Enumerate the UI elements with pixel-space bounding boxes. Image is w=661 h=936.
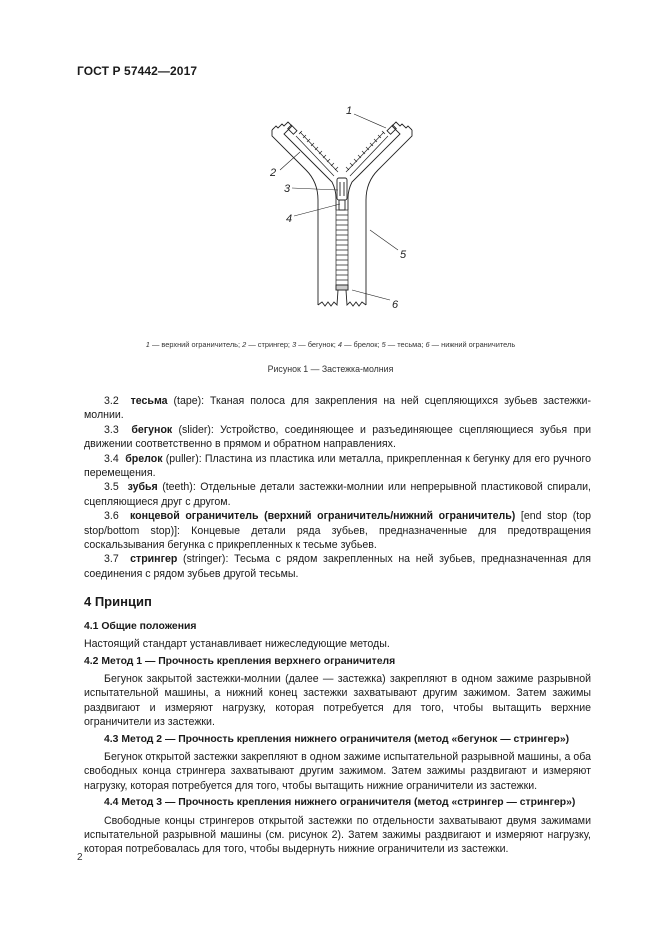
- document-header: ГОСТ Р 57442—2017: [77, 64, 198, 78]
- figure-caption: Рисунок 1 — Застежка-молния: [267, 364, 394, 374]
- document-body: [84, 394, 591, 857]
- figure-label-6: 6: [392, 299, 399, 311]
- definition-3-3: 3.3 бегунок (slider): Устройство, соединяющее и разъединяющее сцепляющиеся зубья при движении соответственно в прямом и обратном направлениях.: [84, 423, 591, 451]
- definition-3-6: 3.6 концевой ограничитель (верхний ограничитель/нижний ограничитель) [end stop (top stop/bottom stop)]: Концевые детали ряда зубьев, предназначенные для предотвращения соскальзывания бегунка с прикрепленных к тесьме зубьев.: [84, 510, 592, 552]
- section-4-4-heading: 4.4 Метод 3 — Прочность крепления нижнего ограничителя (метод «стрингер — стрингер»): [104, 797, 576, 809]
- zipper-diagram: [262, 100, 422, 315]
- page-number: 2: [77, 852, 83, 863]
- figure-label-3: 3: [284, 183, 291, 195]
- definition-3-4: 3.4 брелок (puller): Пластина из пластика или металла, прикрепленная к бегунку для его ручного перемещения.: [84, 452, 591, 480]
- figure-label-2: 2: [270, 167, 277, 179]
- section-4-2-heading: 4.2 Метод 1 — Прочность крепления верхнего ограничителя: [84, 655, 396, 667]
- definition-3-7: 3.7 стрингер (stringer): Тесьма с рядом закрепленных на ней зубьев, предназначенная для соединения с рядом зубьев другой тесьмы.: [84, 553, 591, 580]
- section-4-1-heading: 4.1 Общие положения: [84, 620, 197, 632]
- section-4-4-text: Свободные концы стрингеров открытой застежки по отдельности захватывают двумя зажимами испытательной разрывной машины (см. рисунок 2). Затем зажимы раздвигают и измеряют нагрузку, которая потребовалась для того, чтобы выдернуть нижние ограничители из застежки.: [84, 814, 591, 856]
- definition-3-5: 3.5 зубья (teeth): Отдельные детали застежки-молнии или непрерывной пластиковой спирали, сцепляющиеся друг с другом.: [84, 481, 591, 508]
- definition-3-2: 3.2 тесьма (tape): Тканая полоса для закрепления на ней сцепляющихся зубьев застежки-молнии.: [84, 395, 591, 422]
- figure-label-4: 4: [286, 213, 293, 225]
- figure-label-5: 5: [400, 249, 407, 261]
- figure-label-1: 1: [346, 105, 353, 117]
- section-4-heading: 4 Принцип: [84, 594, 152, 610]
- section-4-3-text: Бегунок открытой застежки закрепляют в одном зажиме испытательной разрывной машины, а оба свободных конца стрингера захватывают другим зажимом. Затем зажимы раздвигают и измеряют нагрузку, которая потребуется для того, чтобы вытащить нижние ограничители из застежки.: [84, 750, 591, 792]
- section-4-1-text: Настоящий стандарт устанавливает нижеследующие методы.: [84, 638, 390, 651]
- section-4-2-text: Бегунок закрытой застежки-молнии (далее — застежка) закрепляют в одном зажиме разрывной испытательной машины, а нижний конец застежки захватывают другим зажимом. Затем зажимы раздвигают и измеряют нагрузку, которая потребуется для того, чтобы вытащить верхние ограничители из застежки.: [84, 672, 591, 729]
- figure-legend: 1 — верхний ограничитель; 2 — стрингер; 3 — бегунок; 4 — брелок; 5 — тесьма; 6 — нижний ограничитель: [145, 340, 516, 349]
- section-4-3-heading: 4.3 Метод 2 — Прочность крепления нижнего ограничителя (метод «бегунок — стрингер»): [104, 733, 570, 745]
